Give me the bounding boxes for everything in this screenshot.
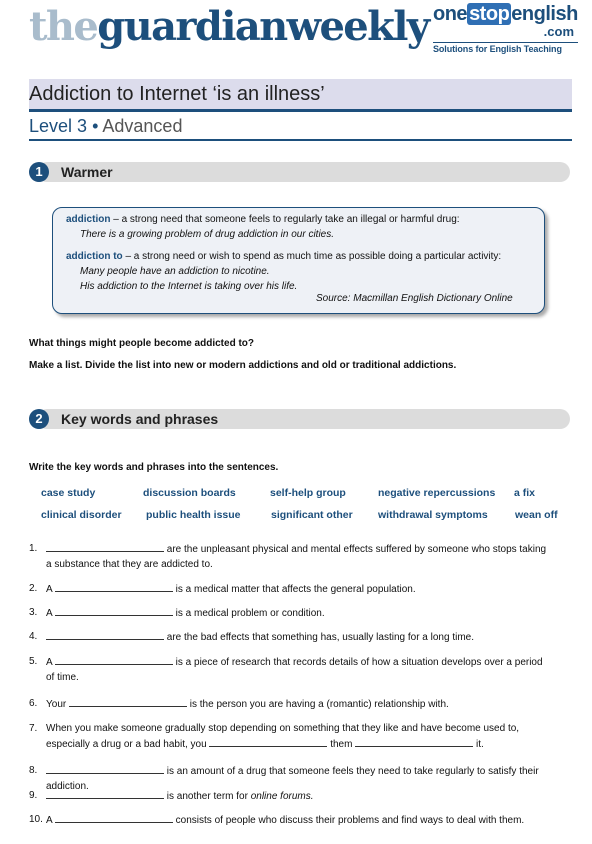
sentence-number: 8. xyxy=(29,765,38,776)
sentence-text: is a piece of research that records details of how a situation develops over a period xyxy=(172,657,543,668)
sentence-text: A xyxy=(46,815,55,826)
keyword: discussion boards xyxy=(143,487,236,499)
ose-wordmark xyxy=(433,3,578,25)
sentence-text: Your xyxy=(46,699,69,710)
keywords-instruction: Write the key words and phrases into the sentences. xyxy=(29,462,279,473)
logo-rest: guardianweekly xyxy=(97,3,429,50)
ose-rule xyxy=(433,42,578,43)
ose-tagline: Solutions for English Teaching xyxy=(433,44,562,54)
sentence-number: 7. xyxy=(29,723,38,734)
sentence-number: 1. xyxy=(29,543,38,554)
keyword: wean off xyxy=(515,509,558,521)
sentence-number: 4. xyxy=(29,631,38,642)
sentence-number: 5. xyxy=(29,656,38,667)
guardian-weekly-logo xyxy=(29,4,429,50)
sentence-number: 2. xyxy=(29,583,38,594)
sentence-text: A xyxy=(46,657,55,668)
answer-blank[interactable] xyxy=(46,788,164,799)
sentence-text: especially a drug or a bad habit, you xyxy=(46,739,210,750)
level-name: Advanced xyxy=(102,116,183,136)
sentence-text: is an amount of a drug that someone feels they need to take regularly to satisfy their addiction. xyxy=(46,766,539,792)
sentence-text: When you make someone gradually stop depending on something that they like and have become used to, xyxy=(46,723,520,734)
sentence-text: is a medical matter that affects the general population. xyxy=(172,584,416,595)
headword: addiction to xyxy=(66,251,123,262)
sentence-number: 9. xyxy=(29,790,38,801)
onestopenglish-logo xyxy=(433,3,578,54)
answer-blank[interactable] xyxy=(46,763,164,774)
sentence-text: are the bad effects that something has, usually lasting for a long time. xyxy=(164,632,474,643)
sentence-text: online forums. xyxy=(250,791,314,802)
answer-blank[interactable] xyxy=(55,812,173,823)
definition-text: – a strong need that someone feels to regularly take an illegal or harmful drug: xyxy=(110,214,460,225)
example-sentence: There is a growing problem of drug addiction in our cities. xyxy=(80,229,335,240)
keyword: self-help group xyxy=(270,487,346,499)
sentence-text: are the unpleasant physical and mental effects suffered by someone who stops taking xyxy=(164,544,547,555)
sentence-text: A xyxy=(46,584,55,595)
answer-blank[interactable] xyxy=(55,654,173,665)
sentence-text: is the person you are having a (romantic) relationship with. xyxy=(186,699,449,710)
keyword: withdrawal symptoms xyxy=(378,509,488,521)
answer-blank[interactable] xyxy=(55,605,173,616)
section-title: Warmer xyxy=(61,164,113,180)
keyword: negative repercussions xyxy=(378,487,496,499)
sentence-text: is a medical problem or condition. xyxy=(172,608,325,619)
answer-blank[interactable] xyxy=(355,736,473,747)
keyword: case study xyxy=(41,487,96,499)
definition-text: – a strong need or wish to spend as much time as possible doing a particular activity: xyxy=(122,251,502,262)
sentence-number: 10. xyxy=(29,814,43,825)
keyword: a fix xyxy=(514,487,536,499)
keyword: clinical disorder xyxy=(41,509,122,521)
sentence-text: consists of people who discuss their problems and find ways to deal with them. xyxy=(172,815,525,826)
section-warmer-header xyxy=(29,162,572,182)
example-sentence: His addiction to the Internet is taking over his life. xyxy=(80,281,298,292)
ose-one: one xyxy=(433,3,468,25)
keyword: significant other xyxy=(271,509,353,521)
section-number: 2 xyxy=(29,409,49,429)
section-title: Key words and phrases xyxy=(61,411,219,427)
answer-blank[interactable] xyxy=(69,696,187,707)
section-keywords-header xyxy=(29,409,572,429)
level-bullet: • xyxy=(92,116,99,136)
warmer-instruction: Make a list. Divide the list into new or modern addictions and old or traditional addictions. xyxy=(29,360,457,371)
sentence-text: of time. xyxy=(46,672,79,683)
section-bar xyxy=(37,162,570,182)
answer-blank[interactable] xyxy=(46,629,164,640)
level-rule xyxy=(29,139,572,141)
example-sentence: Many people have an addiction to nicotine. xyxy=(80,266,270,277)
sentence-text: it. xyxy=(473,739,484,750)
sentence-number: 6. xyxy=(29,698,38,709)
level-line xyxy=(29,116,182,137)
sentence-text: a substance that they are addicted to. xyxy=(46,559,213,570)
title-bar xyxy=(29,79,572,109)
definition-addiction-to xyxy=(66,249,501,264)
section-number: 1 xyxy=(29,162,49,182)
headword: addiction xyxy=(66,214,111,225)
title-rule xyxy=(29,109,572,112)
warmer-question: What things might people become addicted to? xyxy=(29,338,255,349)
ose-stop: stop xyxy=(469,3,510,25)
page-title: Addiction to Internet ‘is an illness’ xyxy=(29,83,325,105)
level-label: Level 3 xyxy=(29,116,88,136)
dictionary-source: Source: Macmillan English Dictionary Online xyxy=(316,293,513,304)
logo-the: the xyxy=(29,3,98,50)
ose-com: .com xyxy=(543,24,574,39)
sentence-text: A xyxy=(46,608,55,619)
definition-addiction xyxy=(66,212,460,227)
answer-blank[interactable] xyxy=(209,736,327,747)
sentence-text: them xyxy=(327,739,356,750)
ose-english: english xyxy=(511,3,578,25)
sentence-number: 3. xyxy=(29,607,38,618)
keyword: public health issue xyxy=(146,509,241,521)
answer-blank[interactable] xyxy=(55,581,173,592)
sentence-text: is another term for xyxy=(164,791,251,802)
answer-blank[interactable] xyxy=(46,541,164,552)
